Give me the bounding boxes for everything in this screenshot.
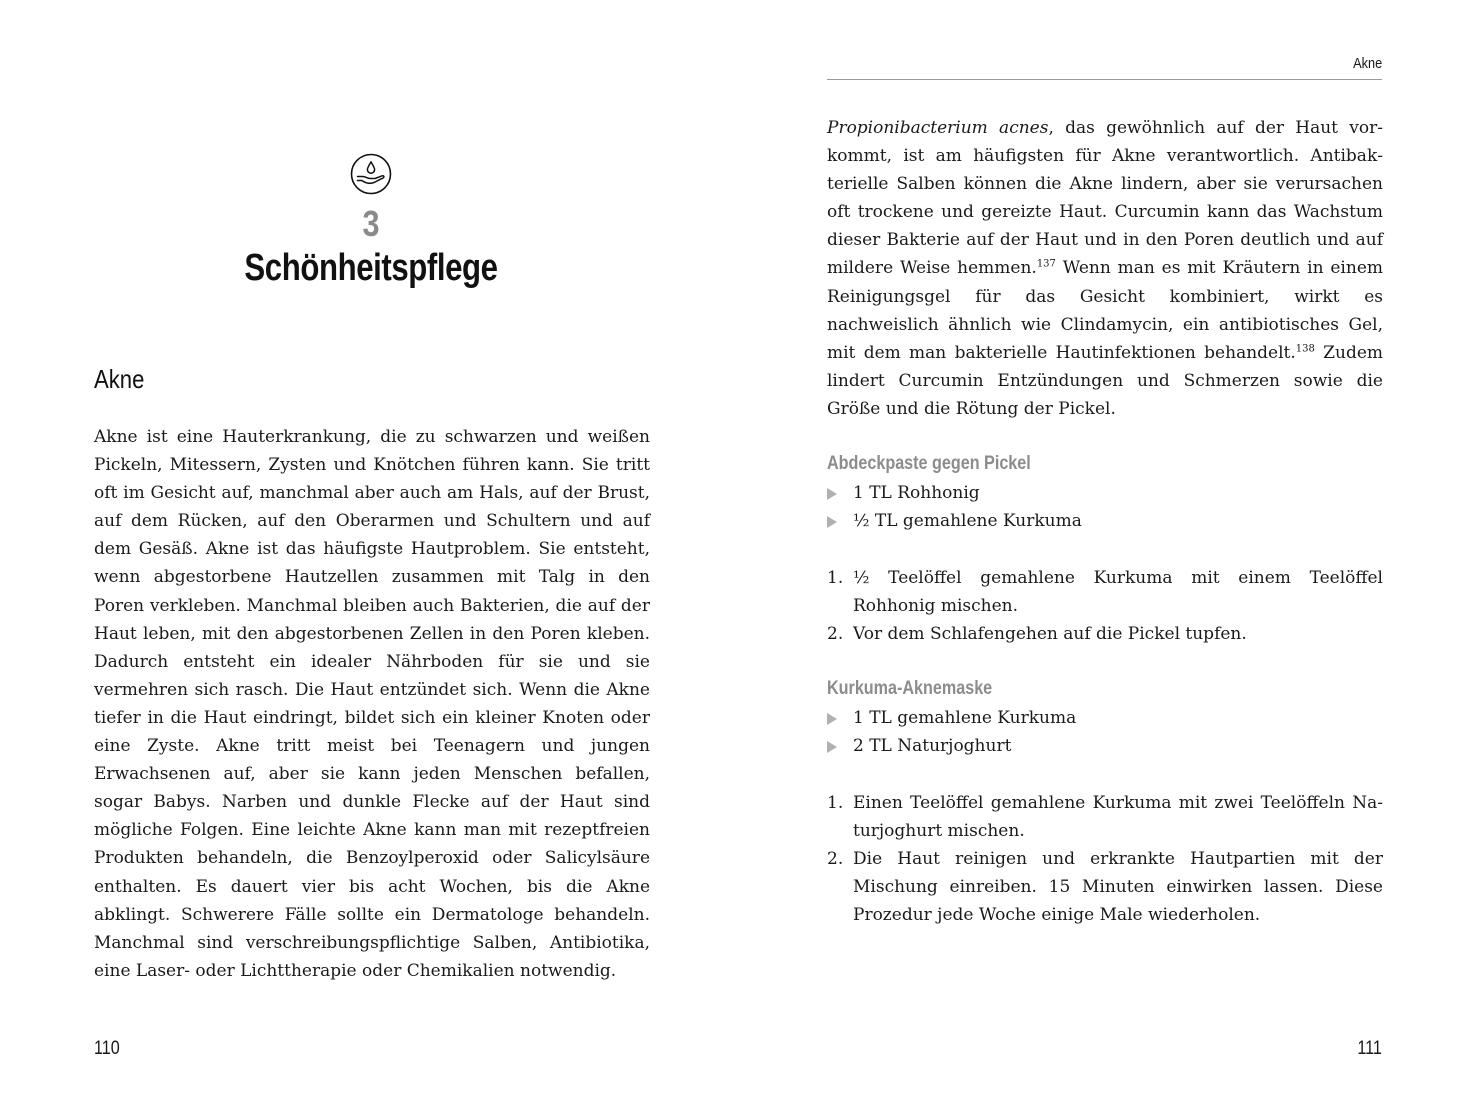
list-item [827,479,1383,507]
ingredient-list [827,479,1383,535]
step-number: 2. [827,624,844,645]
ingredient-text: 1 TL Rohhonig [853,483,980,503]
recipe-title: Abdeckpaste gegen Pickel [827,453,1031,474]
page-number: 111 [1357,1038,1382,1059]
list-item [827,704,1383,732]
ingredient-text: ½ TL gemahlene Kurkuma [853,511,1082,532]
section-heading: Akne [94,364,145,394]
footnote-ref[interactable]: 137 [1036,258,1056,270]
step-list [827,564,1383,648]
list-item [827,507,1383,535]
triangle-bullet-icon [827,713,837,725]
intro-text-3: Zudem lindert Curcumin Entzündungen und Schmerzen sowie die Größe und die Rötung der Pickel. [827,342,1384,419]
body-paragraph: Akne ist eine Hauterkrankung, die zu schwarzen und weißen Pickeln, Mitessern, Zysten und Knötchen führen kann. Sie tritt oft im Gesicht auf, manchmal aber auch am Hals, auf der Brust, auf dem Rücken, auf den Oberarmen und Schultern und auf dem Gesäß. Akne ist das häufigste Hautproblem. Sie entsteht, wenn abgestorbene Hautzellen zusammen mit Talg in den Poren verkleben. Manchmal bleiben auch Bakterien, die auf der Haut leben, mit den abgestorbenen Zellen in den Poren kleben. Dadurch entsteht ein idealer Nährboden für sie und sie vermehren sich rasch. Die Haut entzündet sich. Wenn die Akne tiefer in die Haut eindringt, bildet sich ein kleiner Knoten oder eine Zyste. Akne tritt meist bei Teenagern und jungen Erwachsenen auf, aber sie kann jeden Menschen befallen, sogar Babys. Narben und dunkle Flecke auf der Haut sind mögliche Folgen. Eine leichte Akne kann man mit rezeptfreien Produkten behandeln, die Benzoylperoxid oder Salicylsäure enthalten. Es dauert vier bis acht Wochen, bis die Akne abklingt. Schwerere Fälle sollte ein Dermatologe behandeln. Manchmal sind verschreibungspflichtige Salben, Antibiotika, eine Laser- oder Lichttherapie oder Chemikalien notwendig. [94,427,650,981]
list-item [827,564,1383,620]
hand-with-drop-icon [350,153,392,195]
ingredient-list [827,704,1383,760]
step-text: Vor dem Schlafengehen auf die Pickel tupfen. [853,624,1247,645]
list-item [827,789,1383,845]
recipe-title: Kurkuma-Aknemaske [827,678,993,699]
step-number: 1. [827,568,844,588]
species-name: Propionibacterium acnes [827,118,1049,138]
chapter-title: Schönheitspflege [244,247,498,289]
footnote-ref[interactable]: 138 [1295,343,1315,355]
triangle-bullet-icon [827,488,837,500]
step-list [827,789,1383,929]
ingredient-text: 1 TL gemahlene Kurkuma [853,708,1077,728]
triangle-bullet-icon [827,741,837,753]
intro-text-2: Wenn man es mit Kräutern in einem Reinigungsgel für das Gesicht kombiniert, wirkt es nachweislich ähnlich wie Clindamycin, ein antibiotisches Gel, mit dem man bakterielle Hautinfektionen behandelt. [827,258,1383,363]
intro-text-1: , das gewöhnlich auf der Haut vorkommt, ist am häufigsten für Akne verantwortlich. Antibakterielle Salben können die Akne lindern, aber sie verursachen oft trockene und gereizte Haut. Curcumin kann das Wachstum dieser Bakterie auf der Haut und in den Poren deutlich und auf mildere Weise hemmen. [827,118,1383,279]
step-text: Die Haut reinigen und erkrankte Hautpartien mit der Mischung einreiben. 15 Minuten einwirken lassen. Diese Prozedur jede Woche einige Male wiederholen. [853,849,1383,926]
ingredient-text: 2 TL Naturjoghurt [853,736,1012,757]
header-rule [827,79,1382,80]
list-item [827,732,1383,760]
step-text: Einen Teelöffel gemahlene Kurkuma mit zwei Teelöffeln Naturjoghurt mischen. [853,793,1383,842]
triangle-bullet-icon [827,516,837,528]
page-number: 110 [94,1038,120,1059]
list-item [827,620,1383,648]
intro-paragraph [827,114,1383,423]
chapter-number: 3 [362,203,380,244]
right-page [738,0,1476,1104]
running-head: Akne [1352,55,1382,72]
step-number: 1. [827,793,844,813]
step-number: 2. [827,849,844,870]
step-text: ½ Teelöffel gemahlene Kurkuma mit einem Teelöffel Rohhonig mischen. [853,568,1383,617]
list-item [827,845,1383,929]
